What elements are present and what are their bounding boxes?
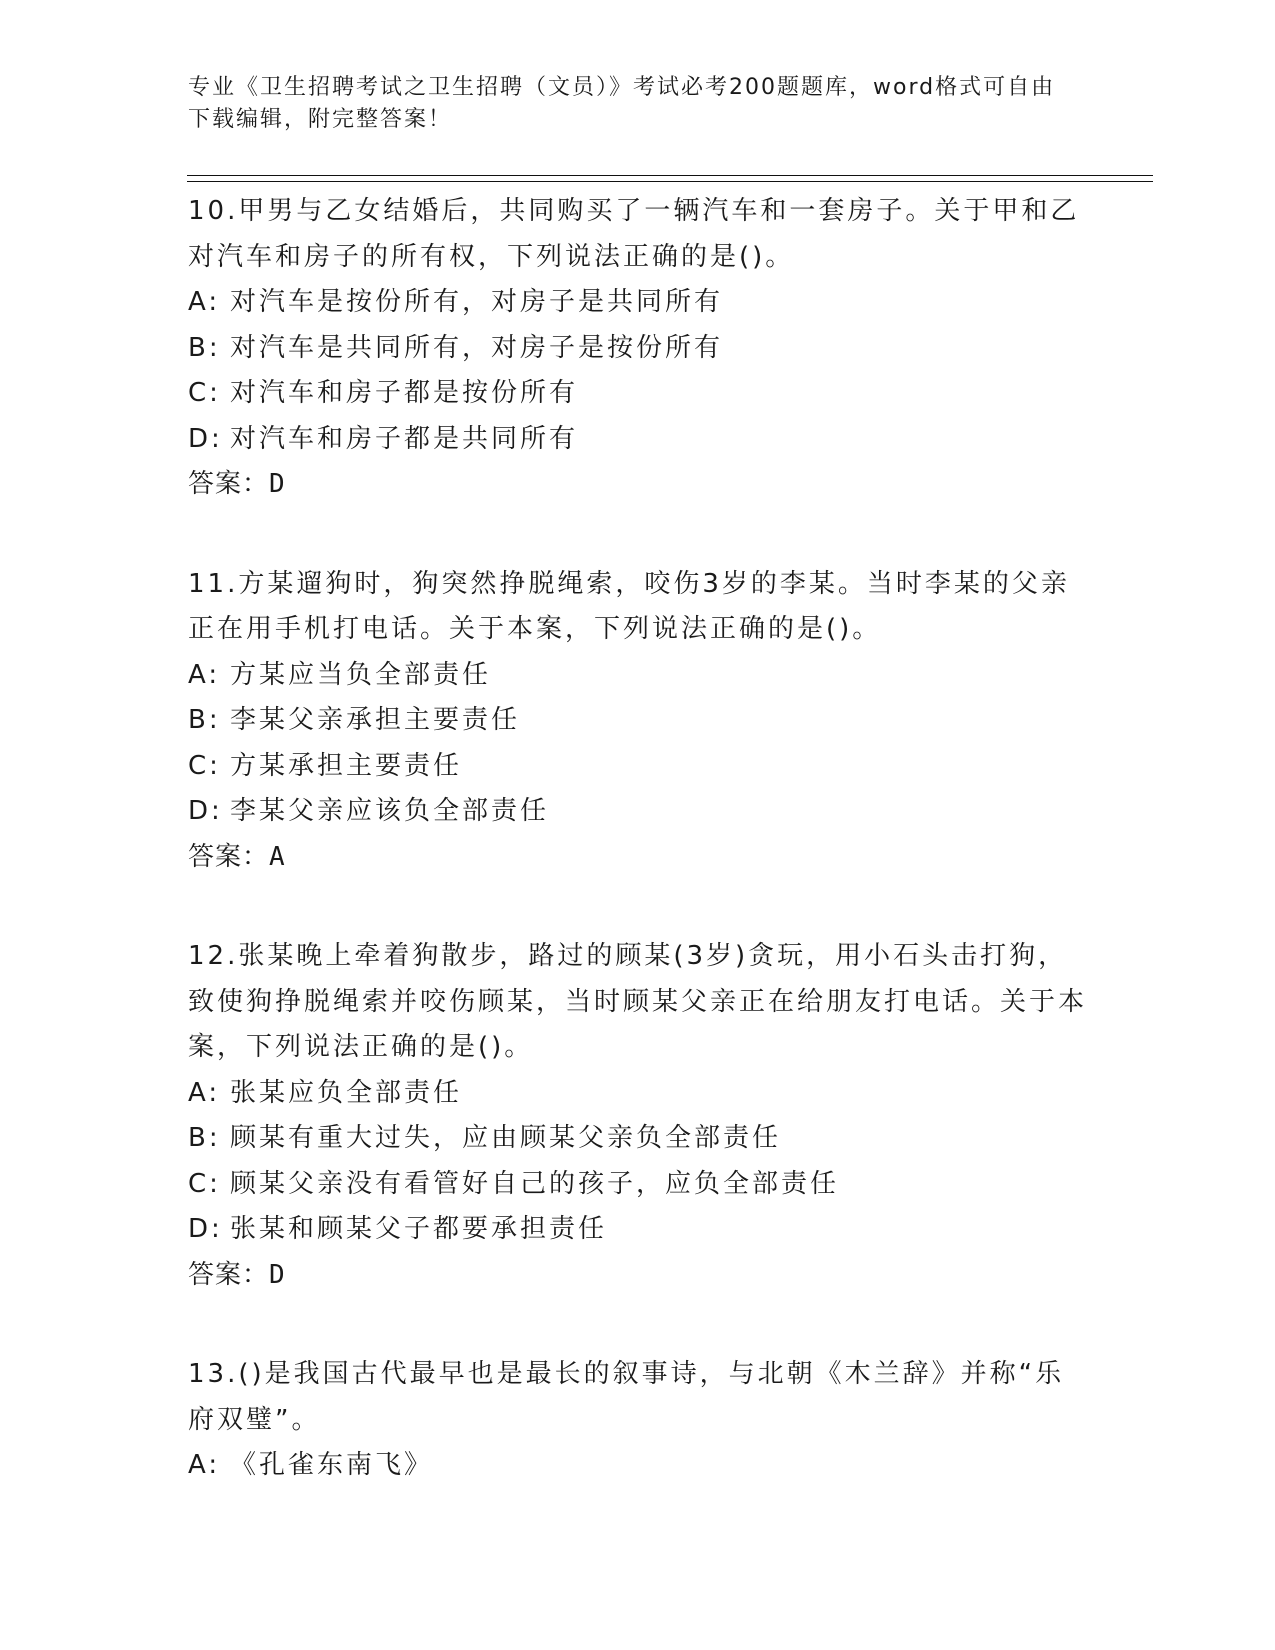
answer-label: 答案： <box>188 1259 270 1290</box>
question-10 <box>188 189 1088 508</box>
question-stem: 10.甲男与乙女结婚后，共同购买了一辆汽车和一套房子。关于甲和乙对汽车和房子的所有权，下列说法正确的是()。 <box>188 196 1080 272</box>
question-stem: 11.方某遛狗时，狗突然挣脱绳索，咬伤3岁的李某。当时李某的父亲正在用手机打电话。关于本案，下列说法正确的是()。 <box>188 568 1070 644</box>
document-header <box>188 72 1068 136</box>
option-b <box>188 1116 1088 1162</box>
option-a <box>188 1071 1088 1117</box>
question-stem: 12.张某晚上牵着狗散步，路过的顾某(3岁)贪玩，用小石头击打狗，致使狗挣脱绳索并咬伤顾某，当时顾某父亲正在给朋友打电话。关于本案，下列说法正确的是()。 <box>188 941 1088 1062</box>
option-c <box>188 371 1088 417</box>
option-text: 《孔雀东南飞》 <box>230 1450 434 1480</box>
option-key: C: <box>188 1168 221 1199</box>
option-text: 张某和顾某父子都要承担责任 <box>230 1214 608 1244</box>
option-d <box>188 1207 1088 1253</box>
answer-value: A <box>269 841 286 872</box>
option-d <box>188 417 1088 463</box>
option-d <box>188 789 1088 835</box>
option-b <box>188 326 1088 372</box>
option-key: A: <box>188 659 221 690</box>
option-text: 张某应负全部责任 <box>230 1077 463 1108</box>
option-key: D: <box>188 1214 223 1244</box>
option-a <box>188 280 1088 326</box>
option-b <box>188 698 1088 744</box>
question-13 <box>188 1352 1088 1489</box>
answer-line <box>188 835 1088 881</box>
option-key: A: <box>188 1450 221 1480</box>
option-key: A: <box>188 1077 221 1108</box>
option-text: 对汽车和房子都是共同所有 <box>230 423 579 454</box>
option-a <box>188 1443 1088 1489</box>
option-key: D: <box>188 796 223 826</box>
answer-label: 答案： <box>188 841 270 872</box>
option-a <box>188 653 1088 699</box>
option-text: 方某应当负全部责任 <box>230 659 492 690</box>
option-text: 李某父亲承担主要责任 <box>230 705 521 735</box>
option-key: C: <box>188 750 221 781</box>
option-text: 对汽车是按份所有，对房子是共同所有 <box>230 287 724 317</box>
option-text: 李某父亲应该负全部责任 <box>230 796 550 826</box>
option-key: A: <box>188 287 221 317</box>
header-text: 专业《卫生招聘考试之卫生招聘（文员）》考试必考200题题库，word格式可自由下载编辑，附完整答案！ <box>188 75 1056 132</box>
answer-label: 答案： <box>188 469 270 499</box>
option-key: B: <box>188 332 221 363</box>
option-text: 顾某父亲没有看管好自己的孩子，应负全部责任 <box>230 1168 840 1199</box>
answer-value: D <box>269 469 286 499</box>
option-text: 对汽车和房子都是按份所有 <box>230 378 579 408</box>
option-key: D: <box>188 423 223 454</box>
option-key: B: <box>188 705 221 735</box>
answer-value: D <box>269 1259 286 1290</box>
question-11 <box>188 562 1088 881</box>
question-stem: 13.()是我国古代最早也是最长的叙事诗，与北朝《木兰辞》并称“乐府双璧”。 <box>188 1359 1065 1435</box>
question-list <box>188 189 1088 1543</box>
question-12 <box>188 934 1088 1298</box>
option-text: 顾某有重大过失，应由顾某父亲负全部责任 <box>230 1123 782 1153</box>
option-c <box>188 744 1088 790</box>
option-c <box>188 1162 1088 1208</box>
option-key: B: <box>188 1123 221 1153</box>
header-divider-bottom <box>187 181 1153 182</box>
option-key: C: <box>188 378 221 408</box>
option-text: 对汽车是共同所有，对房子是按份所有 <box>230 332 724 363</box>
option-text: 方某承担主要责任 <box>230 750 463 781</box>
header-divider-top <box>187 175 1153 176</box>
answer-line <box>188 1253 1088 1299</box>
answer-line <box>188 462 1088 508</box>
